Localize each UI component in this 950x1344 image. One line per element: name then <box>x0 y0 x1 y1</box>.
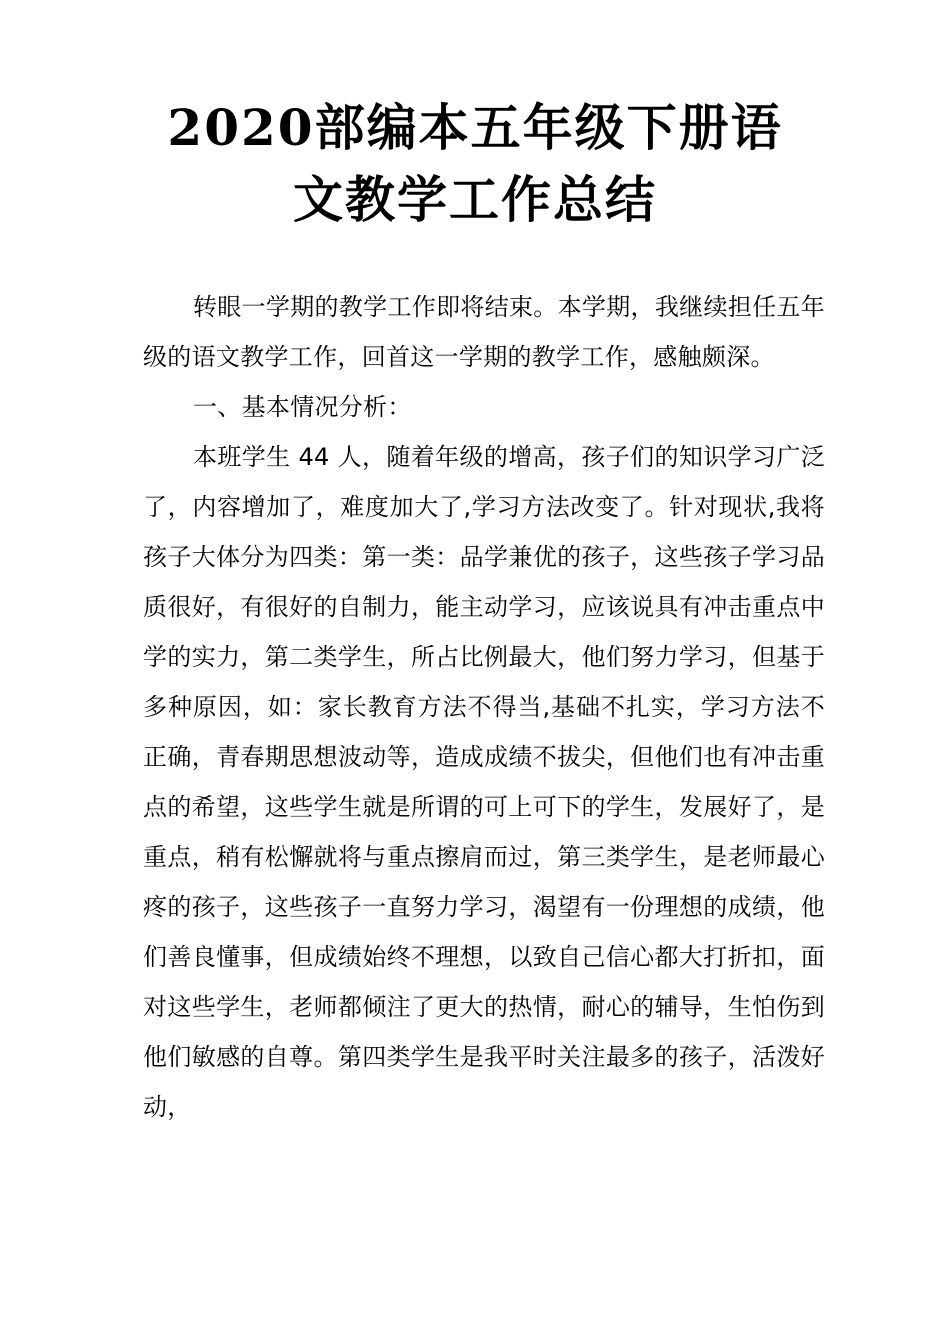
document-title <box>140 92 810 236</box>
analysis-paragraph: 本班学生 44 人，随着年级的增高，孩子们的知识学习广泛了，内容增加了，难度加大了,学习方法改变了。针对现状,我将孩子大体分为四类：第一类：品学兼优的孩子，这些孩子学习品质很好，有很好的自制力，能主动学习，应该说具有冲击重点中学的实力，第二类学生，所占比例最大，他们努力学习，但基于多种原因，如：家长教育方法不得当,基础不扎实，学习方法不正确，青春期思想波动等，造成成绩不拔尖，但他们也有冲击重点的希望，这些学生就是所谓的可上可下的学生，发展好了，是重点，稍有松懈就将与重点擦肩而过，第三类学生，是老师最心疼的孩子，这些孩子一直努力学习，渴望有一份理想的成绩，他们善良懂事，但成绩始终不理想，以致自己信心都大打折扣，面对这些学生，老师都倾注了更大的热情，耐心的辅导，生怕伤到他们敏感的自尊。第四类学生是我平时关注最多的孩子，活泼好动， <box>143 443 825 1121</box>
title-line-2: 文教学工作总结 <box>293 170 657 229</box>
section-heading: 一、基本情况分析： <box>193 393 412 421</box>
intro-paragraph: 转眼一学期的教学工作即将结束。本学期，我继续担任五年级的语文教学工作，回首这一学期的教学工作，感触颇深。 <box>143 293 825 371</box>
document-body <box>143 282 825 1132</box>
title-line-1: 2020部编本五年级下册语 <box>167 98 783 157</box>
